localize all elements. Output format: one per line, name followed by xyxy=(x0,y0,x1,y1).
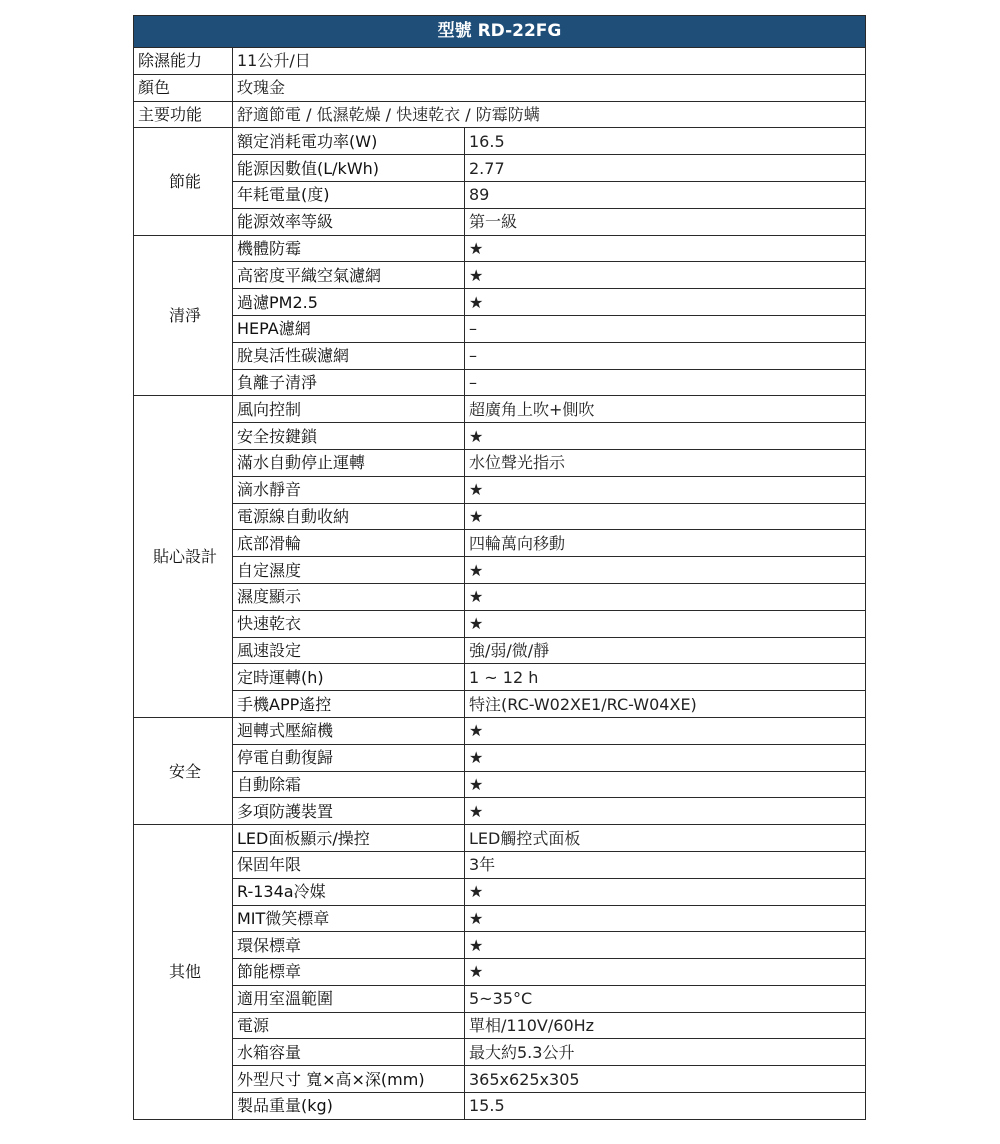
value-cell: 5~35°C xyxy=(465,985,866,1012)
spec-row xyxy=(134,235,866,262)
feature-cell: 自動除霜 xyxy=(233,771,465,798)
value-cell: ★ xyxy=(465,503,866,530)
feature-cell: 機體防霉 xyxy=(233,235,465,262)
top-row xyxy=(134,101,866,128)
row-value: 玫瑰金 xyxy=(233,74,866,101)
feature-cell: MIT微笑標章 xyxy=(233,905,465,932)
feature-cell: 保固年限 xyxy=(233,851,465,878)
spec-row xyxy=(134,771,866,798)
value-cell: 四輪萬向移動 xyxy=(465,530,866,557)
value-cell: ★ xyxy=(465,423,866,450)
feature-cell: 安全按鍵鎖 xyxy=(233,423,465,450)
row-value: 11公升/日 xyxy=(233,48,866,75)
feature-cell: 滴水靜音 xyxy=(233,476,465,503)
feature-cell: 風速設定 xyxy=(233,637,465,664)
row-value: 舒適節電 / 低濕乾燥 / 快速乾衣 / 防霉防螨 xyxy=(233,101,866,128)
value-cell: ★ xyxy=(465,905,866,932)
spec-row xyxy=(134,208,866,235)
top-row xyxy=(134,74,866,101)
spec-row xyxy=(134,342,866,369)
feature-cell: 迴轉式壓縮機 xyxy=(233,717,465,744)
spec-row xyxy=(134,449,866,476)
spec-row xyxy=(134,691,866,718)
value-cell: 89 xyxy=(465,181,866,208)
value-cell: 15.5 xyxy=(465,1093,866,1120)
spec-row xyxy=(134,423,866,450)
feature-cell: 能源因數值(L/kWh) xyxy=(233,155,465,182)
spec-row xyxy=(134,825,866,852)
value-cell: 最大約5.3公升 xyxy=(465,1039,866,1066)
value-cell: ★ xyxy=(465,959,866,986)
value-cell: ★ xyxy=(465,289,866,316)
row-label: 除濕能力 xyxy=(134,48,233,75)
value-cell: 3年 xyxy=(465,851,866,878)
spec-row xyxy=(134,851,866,878)
value-cell: 16.5 xyxy=(465,128,866,155)
feature-cell: 額定消耗電功率(W) xyxy=(233,128,465,155)
value-cell: 特注(RC-W02XE1/RC-W04XE) xyxy=(465,691,866,718)
spec-row xyxy=(134,905,866,932)
value-cell: ★ xyxy=(465,932,866,959)
category-cell: 清淨 xyxy=(134,235,233,396)
spec-row xyxy=(134,1093,866,1120)
value-cell: ★ xyxy=(465,262,866,289)
category-cell: 其他 xyxy=(134,825,233,1120)
value-cell: 強/弱/微/靜 xyxy=(465,637,866,664)
feature-cell: 製品重量(kg) xyxy=(233,1093,465,1120)
feature-cell: 負離子清淨 xyxy=(233,369,465,396)
value-cell: ★ xyxy=(465,235,866,262)
value-cell: ★ xyxy=(465,583,866,610)
title-row xyxy=(134,16,866,48)
category-cell: 貼心設計 xyxy=(134,396,233,718)
feature-cell: 滿水自動停止運轉 xyxy=(233,449,465,476)
value-cell: ★ xyxy=(465,476,866,503)
spec-row xyxy=(134,744,866,771)
value-cell: 365x625x305 xyxy=(465,1066,866,1093)
feature-cell: 水箱容量 xyxy=(233,1039,465,1066)
feature-cell: 多項防護裝置 xyxy=(233,798,465,825)
spec-row xyxy=(134,155,866,182)
feature-cell: 環保標章 xyxy=(233,932,465,959)
model-title: 型號 RD-22FG xyxy=(134,16,866,48)
spec-row xyxy=(134,610,866,637)
value-cell: LED觸控式面板 xyxy=(465,825,866,852)
row-label: 主要功能 xyxy=(134,101,233,128)
feature-cell: 適用室溫範圍 xyxy=(233,985,465,1012)
value-cell: ★ xyxy=(465,717,866,744)
spec-row xyxy=(134,798,866,825)
feature-cell: 自定濕度 xyxy=(233,557,465,584)
spec-row xyxy=(134,262,866,289)
spec-row xyxy=(134,1012,866,1039)
feature-cell: 快速乾衣 xyxy=(233,610,465,637)
value-cell: 水位聲光指示 xyxy=(465,449,866,476)
value-cell: 1 ~ 12 h xyxy=(465,664,866,691)
category-cell: 節能 xyxy=(134,128,233,235)
category-cell: 安全 xyxy=(134,717,233,824)
value-cell: ★ xyxy=(465,798,866,825)
spec-table xyxy=(133,15,866,1120)
spec-row xyxy=(134,932,866,959)
feature-cell: 年耗電量(度) xyxy=(233,181,465,208)
spec-row xyxy=(134,959,866,986)
feature-cell: 電源 xyxy=(233,1012,465,1039)
spec-row xyxy=(134,637,866,664)
spec-row xyxy=(134,1039,866,1066)
value-cell: 第一級 xyxy=(465,208,866,235)
value-cell: ★ xyxy=(465,744,866,771)
feature-cell: 能源效率等級 xyxy=(233,208,465,235)
feature-cell: 過濾PM2.5 xyxy=(233,289,465,316)
spec-row xyxy=(134,369,866,396)
spec-row xyxy=(134,530,866,557)
row-label: 顏色 xyxy=(134,74,233,101)
value-cell: ★ xyxy=(465,610,866,637)
feature-cell: R-134a冷媒 xyxy=(233,878,465,905)
spec-row xyxy=(134,557,866,584)
spec-row xyxy=(134,289,866,316)
spec-row xyxy=(134,128,866,155)
spec-row xyxy=(134,476,866,503)
value-cell: ★ xyxy=(465,878,866,905)
spec-row xyxy=(134,503,866,530)
feature-cell: 底部滑輪 xyxy=(233,530,465,557)
spec-row xyxy=(134,583,866,610)
feature-cell: 風向控制 xyxy=(233,396,465,423)
feature-cell: 停電自動復歸 xyxy=(233,744,465,771)
value-cell: 單相/110V/60Hz xyxy=(465,1012,866,1039)
feature-cell: HEPA濾網 xyxy=(233,315,465,342)
feature-cell: 外型尺寸 寬×高×深(mm) xyxy=(233,1066,465,1093)
feature-cell: LED面板顯示/操控 xyxy=(233,825,465,852)
value-cell: 2.77 xyxy=(465,155,866,182)
value-cell: ★ xyxy=(465,557,866,584)
value-cell: – xyxy=(465,342,866,369)
value-cell: 超廣角上吹+側吹 xyxy=(465,396,866,423)
feature-cell: 高密度平織空氣濾網 xyxy=(233,262,465,289)
feature-cell: 手機APP遙控 xyxy=(233,691,465,718)
feature-cell: 節能標章 xyxy=(233,959,465,986)
feature-cell: 電源線自動收納 xyxy=(233,503,465,530)
top-row xyxy=(134,48,866,75)
spec-row xyxy=(134,181,866,208)
value-cell: ★ xyxy=(465,771,866,798)
spec-row xyxy=(134,664,866,691)
feature-cell: 定時運轉(h) xyxy=(233,664,465,691)
value-cell: – xyxy=(465,369,866,396)
feature-cell: 脫臭活性碳濾網 xyxy=(233,342,465,369)
spec-row xyxy=(134,315,866,342)
spec-row xyxy=(134,878,866,905)
spec-row xyxy=(134,1066,866,1093)
feature-cell: 濕度顯示 xyxy=(233,583,465,610)
spec-row xyxy=(134,396,866,423)
value-cell: – xyxy=(465,315,866,342)
spec-row xyxy=(134,985,866,1012)
spec-row xyxy=(134,717,866,744)
